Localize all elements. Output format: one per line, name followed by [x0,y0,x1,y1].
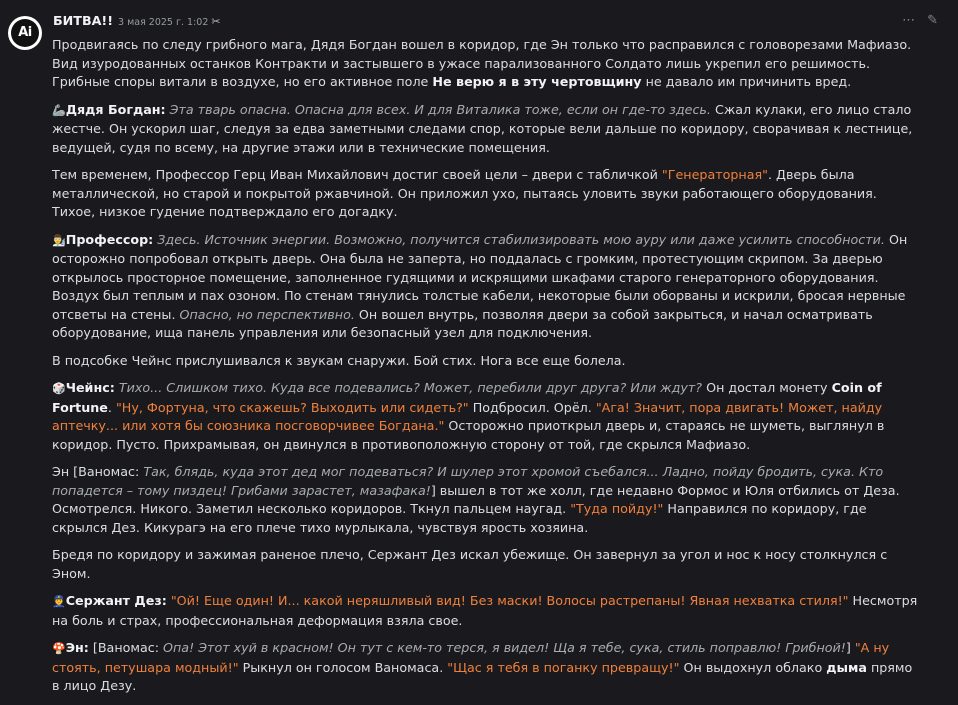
quote-text: "Ну, Фортуна, что скажешь? Выходить или сидеть?" [115,399,469,415]
italic-text: Эта тварь опасна. Опасна для всех. И для Виталика тоже, если он где-то здесь. [169,101,711,117]
speaker-name: Профессор: [65,231,154,247]
message-paragraph [52,546,922,583]
text-run: Несмотря на боль и страх, профессиональная деформация взяла свое. [52,593,918,628]
speaker-emoji: 👨‍🔬 [52,233,66,247]
edit-icon[interactable]: ✎ [927,13,938,28]
italic-text: Опа! Этот хуй в красном! Он тут с кем-то терся, я видел! Ща я тебе, сука, стиль поправлю! Грибной! [163,640,846,655]
italic-text: Здесь. Источник энергии. Возможно, получится стабилизировать мою ауру или даже усилить способности. [157,231,885,247]
message-paragraph [52,36,922,92]
message-paragraph [52,639,922,696]
bold-text: Не верю я в эту чертовщину [432,74,642,89]
speaker-name: Дядя Богдан: [65,101,166,117]
speaker-name: Чейнс: [65,380,115,395]
text-run: Рыкнул он голосом Ваномаса. [238,659,448,675]
speaker-name: Сержант Дез: [65,593,167,608]
text-run: . [107,399,116,415]
text-run: Подбросил. Орёл. [468,399,596,415]
text-run: Он вошел внутрь, позволяя двери за собой закрыться, и начал осматривать оборудование, ища панель управления или безопасный узел для подключения. [52,306,873,340]
text-run: не давало им причинить вред. [641,74,852,89]
text-run: В подсобке Чейнс прислушивался к звукам снаружи. Бой стих. Нога все еще болела. [52,352,626,368]
message-paragraph [52,463,922,537]
speaker-emoji: 🦾 [52,103,66,117]
quote-text: "Генераторная" [661,167,768,182]
message-paragraph [52,166,922,222]
bold-text: Coin of Fortune [52,380,882,415]
text-run: ] [845,640,855,655]
message-paragraph [52,379,922,454]
quote-text: "Ага! Значит, пора двигать! Может, найду аптечку... или хотя бы союзника посговорчивее Богдана." [52,399,883,433]
message-header [53,12,221,32]
quote-text: "Ой! Еще один! И... какой неряшливый вид! Без маски! Волосы растрепаны! Явная нехватка стиля!" [170,593,849,608]
italic-text: Опасно, но перспективно. [179,306,355,322]
text-run: Направился по коридору, где скрылся Дез. Кикурагэ на его плече тихо мурлыкала, чувствуя ярость хозяина. [52,501,867,535]
text-run: Продвигаясь по следу грибного мага, Дядя Богдан вошел в коридор, где Эн только что расправился с головорезами Мафиазо. Вид изуродованных останков Контракти и застывшего в ужасе парализованного Солдато лишь укрепил его решимость. Грибные споры витали в воздухе, но его активное поле [52,37,912,89]
avatar[interactable] [8,16,42,50]
quote-text: "Туда пойду!" [570,501,664,516]
message-paragraph [52,101,922,158]
text-run: Осторожно приоткрыл дверь и, стараясь не шуметь, выглянул в коридор. Пусто. Прихрамывая, он двинулся в противоположную сторону от той, где скрылся Мафиазо. [52,418,885,452]
text-run: Бредя по коридору и зажимая раненое плечо, Сержант Дез искал убежище. Он завернул за угол и нос к носу столкнулся с Эном. [52,547,888,581]
author-name[interactable]: БИТВА!! [53,13,114,28]
text-run: Эн [Ваномас: [52,464,144,479]
scissors-icon: ✂ [211,15,221,28]
text-run: Он выдохнул облако [679,659,827,675]
text-run: Он достал монету [702,380,832,395]
speaker-emoji: 👮 [52,595,66,608]
italic-text: Тихо... Слишком тихо. Куда все подевались? Может, перебили друг друга? Или ждут? [118,380,703,395]
text-run: Сжал кулаки, его лицо стало жестче. Он ускорил шаг, следуя за едва заметными следами спор, которые вели дальше по коридору, сворачивая к лестнице, ведущей, судя по всему, на другие этажи или в технические помещения. [52,101,913,155]
text-run: ] вышел в тот же холл, где недавно Формос и Юля отбились от Деза. Осмотрелся. Никого. Заметил несколько коридоров. Ткнул пальцем наугад. [52,482,900,516]
text-run: прямо в лицо Дезу. [52,659,913,693]
avatar-logo: Ai [11,19,39,47]
message-content [52,36,922,705]
italic-text: Так, блядь, куда этот дед мог подеваться? И шулер этот хромой съебался... Ладно, пойду бродить, сука. Кто попадется – тому пиздец! Грибами зарастет, мазафака! [52,464,884,498]
bold-text: дыма [826,659,867,675]
speaker-name: Эн: [65,640,89,655]
message-actions [902,12,938,31]
speaker-emoji: 🍄 [52,642,66,655]
quote-text: "Щас я тебя в поганку превращу!" [447,659,680,675]
text-run: Тем временем, Профессор Герц Иван Михайлович достиг своей цели – двери с табличкой [52,167,662,182]
timestamp: 3 мая 2025 г. 1:02 [118,17,209,28]
message-paragraph [52,352,922,371]
message-paragraph [52,592,922,630]
speaker-emoji: 🎲 [52,382,66,395]
more-icon[interactable]: ⋯ [902,13,916,28]
text-run: . Дверь была металлической, но старой и покрытой ржавчиной. Он приложил ухо, пытаясь уловить звуки работающего оборудования. Тихое, низкое гудение подтверждало его догадку. [52,167,877,219]
text-run: Он осторожно попробовал открыть дверь. Она была не заперта, но поддалась с громким, протестующим скрипом. За дверью открылось просторное помещение, заполненное гудящими и искрящими шкафами старого генераторного оборудования. Воздух был теплым и пах озоном. По стенам тянулись толстые кабели, некоторые были оборваны и искрили, бросая нервные отсветы на стены. [52,231,908,322]
quote-text: "А ну стоять, петушара модный!" [52,640,890,675]
message-paragraph [52,231,922,343]
text-run: [Ваномас: [88,640,164,655]
